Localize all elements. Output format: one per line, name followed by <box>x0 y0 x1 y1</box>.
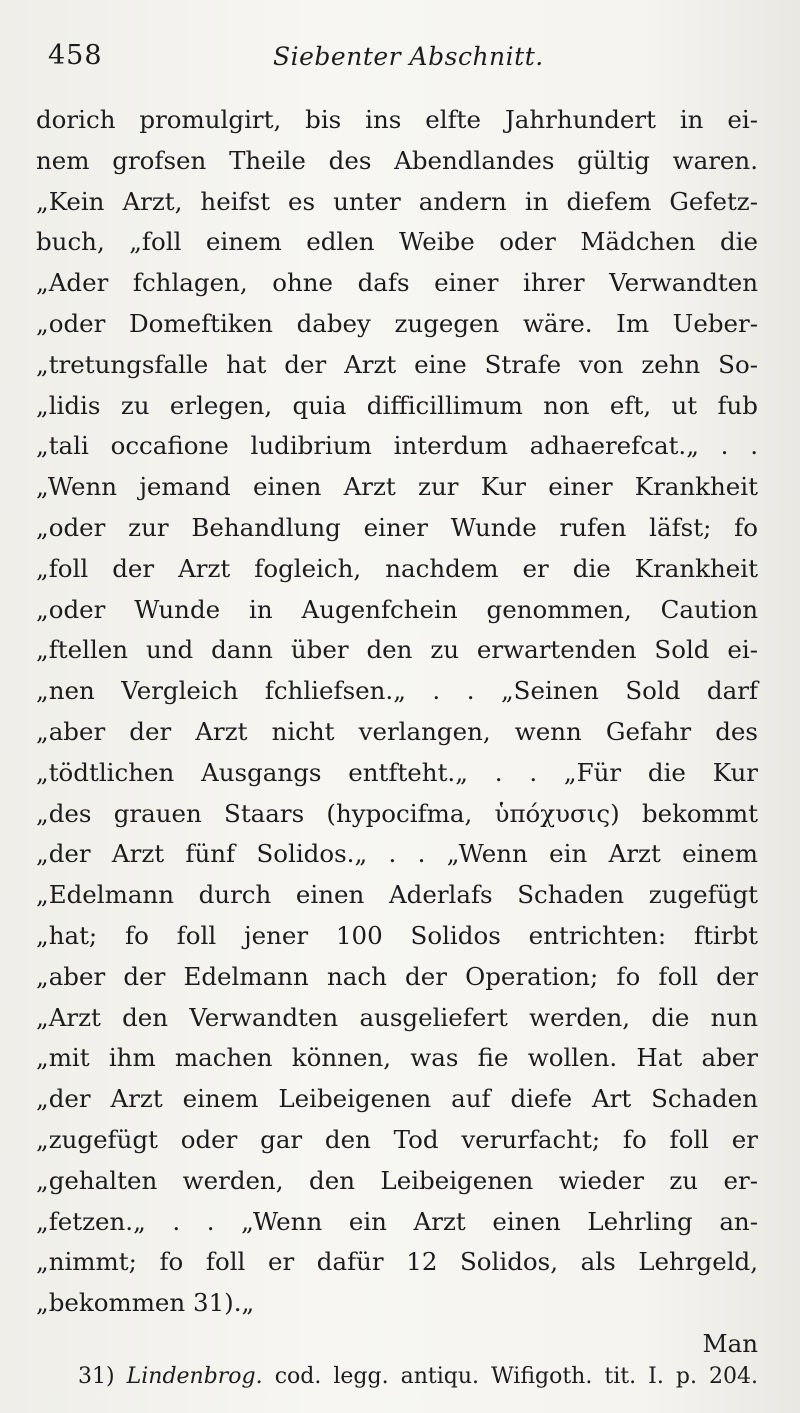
text-line: „Wenn jemand einen Arzt zur Kur einer Krankheit <box>36 472 758 502</box>
text-line: „des grauen Staars (hypocifma, ὑπόχυσις) bekommt <box>36 798 758 828</box>
page-number: 458 <box>48 40 103 71</box>
running-head: Siebenter Abschnitt. <box>273 42 544 71</box>
text-line: „gehalten werden, den Leibeigenen wieder zu er- <box>36 1165 758 1195</box>
text-line: „Edelmann durch einen Aderlafs Schaden zugefügt <box>36 880 758 910</box>
text-line: „bekommen 31).„ <box>36 1288 255 1318</box>
text-line: „ftellen und dann über den zu erwartenden Sold ei- <box>36 635 758 665</box>
text-line: „aber der Edelmann nach der Operation; fo foll der <box>36 961 758 991</box>
page-header <box>48 40 748 90</box>
text-line: dorich promulgirt, bis ins elfte Jahrhundert in ei- <box>36 105 758 134</box>
text-line: nem grofsen Theile des Abendlandes gültig waren. <box>36 145 758 175</box>
text-line: „aber der Arzt nicht verlangen, wenn Gefahr des <box>36 716 758 746</box>
text-line: „lidis zu erlegen, quia difficillimum non eft, ut fub <box>36 390 758 420</box>
text-line: „oder Wunde in Augenfchein genommen, Caution <box>36 594 758 624</box>
text-line: „zugefügt oder gar den Tod verurfacht; fo foll er <box>36 1124 758 1154</box>
text-line: „tödtlichen Ausgangs entfteht.„ . . „Für die Kur <box>36 757 758 787</box>
text-line: „nen Vergleich fchliefsen.„ . . „Seinen Sold darf <box>36 676 758 706</box>
catchword: Man <box>702 1328 758 1358</box>
text-line: „oder Domeftiken dabey zugegen wäre. Im Ueber- <box>36 308 758 338</box>
footnote-citation: cod. legg. antiqu. Wifigoth. tit. I. p. 204. <box>274 1364 758 1389</box>
text-line: „mit ihm machen können, was fie wollen. Hat aber <box>36 1043 758 1073</box>
text-line: „fetzen.„ . . „Wenn ein Arzt einen Lehrling an- <box>36 1206 758 1236</box>
text-line: „hat; fo foll jener 100 Solidos entrichten: ftirbt <box>36 920 758 950</box>
text-line: „foll der Arzt fogleich, nachdem er die Krankheit <box>36 553 758 583</box>
text-line: „tali occafione ludibrium interdum adhaerefcat.„ . . <box>36 431 758 461</box>
text-line: „der Arzt einem Leibeigenen auf diefe Art Schaden <box>36 1084 758 1114</box>
text-line: buch, „foll einem edlen Weibe oder Mädchen die <box>36 227 758 257</box>
text-line: „Arzt den Verwandten ausgeliefert werden, die nun <box>36 1002 758 1032</box>
text-line: „Ader fchlagen, ohne dafs einer ihrer Verwandten <box>36 268 758 298</box>
body-text <box>36 100 758 1365</box>
text-line: „der Arzt fünf Solidos.„ . . „Wenn ein Arzt einem <box>36 839 758 869</box>
text-line: „tretungsfalle hat der Arzt eine Strafe von zehn So- <box>36 349 758 379</box>
text-line: „nimmt; fo foll er dafür 12 Solidos, als Lehrgeld, <box>36 1247 758 1277</box>
text-line: „Kein Arzt, heifst es unter andern in diefem Gefetz- <box>36 186 758 216</box>
footnote <box>78 1360 758 1394</box>
footnote-number: 31) <box>78 1364 115 1389</box>
text-line: „oder zur Behandlung einer Wunde rufen läfst; fo <box>36 512 758 542</box>
footnote-source-name: Lindenbrog. <box>126 1364 263 1389</box>
